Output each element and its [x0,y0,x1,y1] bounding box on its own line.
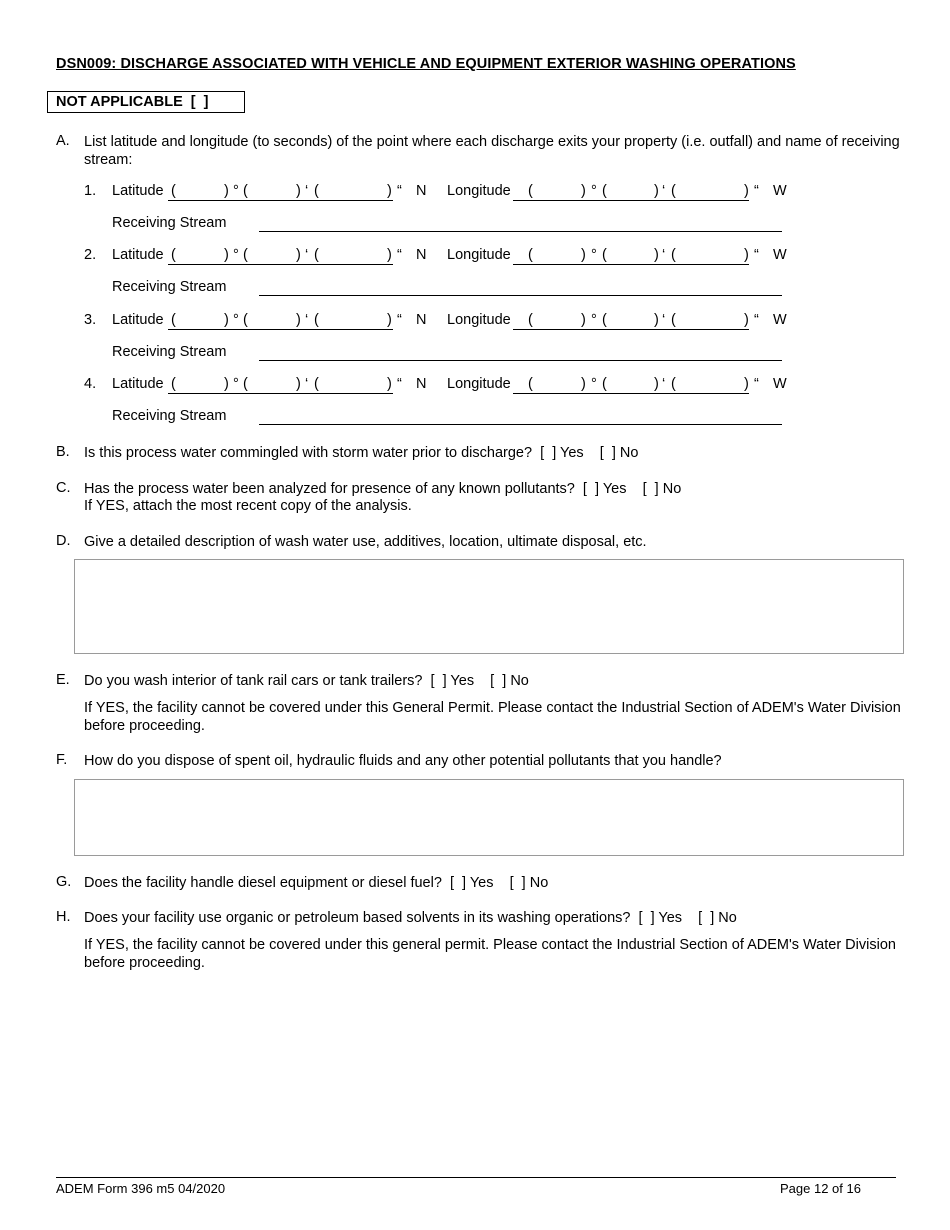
longitude-input[interactable] [513,200,749,201]
longitude-open_paren: ( [528,247,533,263]
latitude-open_paren: ( [243,376,248,392]
latitude-label: Latitude [112,376,164,392]
longitude-label: Longitude [447,247,511,263]
latitude-input[interactable] [168,200,393,201]
latitude-label: Latitude [112,183,164,199]
section-c-question[interactable]: Has the process water been analyzed for presence of any known pollutants? [ ] Yes [ ] No [84,481,682,497]
longitude-open_paren: ( [602,183,607,199]
longitude-minute: ‘ [662,376,666,392]
latitude-close_paren: ) [387,183,392,199]
section-c-note: If YES, attach the most recent copy of the analysis. [84,498,412,514]
longitude-input[interactable] [513,329,749,330]
section-f-letter: F. [56,752,68,768]
latitude-degree: ° [233,247,239,263]
latitude-second: “ [397,312,402,328]
section-h-note: If YES, the facility cannot be covered under this general permit. Please contact the Industrial Section of ADEM's Water Division before proceeding. [84,937,896,971]
latitude-open_paren: ( [314,183,319,199]
north-label: N [416,376,427,392]
longitude-open_paren: ( [602,376,607,392]
receiving-stream-label: Receiving Stream [112,215,227,231]
receiving-stream-input[interactable] [259,231,782,232]
longitude-degree: ° [591,312,597,328]
longitude-degree: ° [591,376,597,392]
footer-divider [56,1177,896,1178]
section-g-question[interactable]: Does the facility handle diesel equipment or diesel fuel? [ ] Yes [ ] No [84,875,549,891]
latitude-close_paren: ) [224,183,229,199]
longitude-label: Longitude [447,312,511,328]
latitude-close_paren: ) [296,247,301,263]
latitude-open_paren: ( [171,183,176,199]
longitude-close_paren: ) [581,183,586,199]
section-h-question[interactable]: Does your facility use organic or petroleum based solvents in its washing operations? [ ] Yes [ ] No [84,910,737,926]
outfall-number: 2. [84,247,97,263]
form-number: ADEM Form 396 m5 04/2020 [56,1181,226,1196]
section-e-letter: E. [56,672,70,688]
west-label: W [773,376,787,392]
section-b-question[interactable]: Is this process water commingled with storm water prior to discharge? [ ] Yes [ ] No [84,445,639,461]
pollutant-disposal-field[interactable] [74,779,904,856]
longitude-close_paren: ) [654,312,659,328]
west-label: W [773,312,787,328]
longitude-label: Longitude [447,376,511,392]
page-title: DSN009: DISCHARGE ASSOCIATED WITH VEHICLE AND EQUIPMENT EXTERIOR WASHING OPERATIONS [56,56,796,72]
longitude-close_paren: ) [654,183,659,199]
latitude-open_paren: ( [171,376,176,392]
longitude-close_paren: ) [654,376,659,392]
latitude-input[interactable] [168,393,393,394]
longitude-open_paren: ( [671,376,676,392]
longitude-close_paren: ) [581,312,586,328]
longitude-second: “ [754,312,759,328]
latitude-label: Latitude [112,247,164,263]
longitude-second: “ [754,183,759,199]
latitude-degree: ° [233,183,239,199]
longitude-close_paren: ) [744,183,749,199]
section-e-question[interactable]: Do you wash interior of tank rail cars or tank trailers? [ ] Yes [ ] No [84,673,529,689]
latitude-open_paren: ( [243,183,248,199]
outfall-number: 1. [84,183,97,199]
longitude-open_paren: ( [528,312,533,328]
latitude-close_paren: ) [296,312,301,328]
section-a-text: List latitude and longitude (to seconds) of the point where each discharge exits your property (i.e. outfall) and name of receiving stream: [84,134,900,168]
west-label: W [773,247,787,263]
latitude-open_paren: ( [171,247,176,263]
latitude-open_paren: ( [171,312,176,328]
latitude-close_paren: ) [224,376,229,392]
north-label: N [416,312,427,328]
latitude-close_paren: ) [296,183,301,199]
longitude-input[interactable] [513,393,749,394]
section-f-question: How do you dispose of spent oil, hydraulic fluids and any other potential pollutants that you handle? [84,753,722,769]
longitude-minute: ‘ [662,247,666,263]
longitude-open_paren: ( [671,247,676,263]
north-label: N [416,183,427,199]
latitude-input[interactable] [168,329,393,330]
west-label: W [773,183,787,199]
latitude-minute: ‘ [305,247,309,263]
outfall-number: 4. [84,376,97,392]
latitude-degree: ° [233,312,239,328]
latitude-minute: ‘ [305,183,309,199]
wash-water-description-field[interactable] [74,559,904,654]
longitude-open_paren: ( [671,312,676,328]
longitude-open_paren: ( [528,183,533,199]
longitude-close_paren: ) [744,247,749,263]
latitude-label: Latitude [112,312,164,328]
latitude-open_paren: ( [314,247,319,263]
latitude-second: “ [397,376,402,392]
section-b-letter: B. [56,444,70,460]
receiving-stream-input[interactable] [259,360,782,361]
latitude-second: “ [397,183,402,199]
section-g-letter: G. [56,874,72,890]
longitude-close_paren: ) [744,376,749,392]
section-c-letter: C. [56,480,71,496]
section-d-letter: D. [56,533,71,549]
longitude-close_paren: ) [744,312,749,328]
latitude-close_paren: ) [224,247,229,263]
not-applicable-checkbox[interactable]: NOT APPLICABLE [ ] [47,91,245,113]
latitude-minute: ‘ [305,312,309,328]
longitude-open_paren: ( [602,247,607,263]
receiving-stream-input[interactable] [259,424,782,425]
longitude-minute: ‘ [662,312,666,328]
latitude-minute: ‘ [305,376,309,392]
longitude-open_paren: ( [602,312,607,328]
latitude-open_paren: ( [243,312,248,328]
section-e-note: If YES, the facility cannot be covered under this General Permit. Please contact the Industrial Section of ADEM's Water Division before proceeding. [84,700,901,734]
latitude-second: “ [397,247,402,263]
longitude-degree: ° [591,183,597,199]
latitude-input[interactable] [168,264,393,265]
north-label: N [416,247,427,263]
section-h-letter: H. [56,909,71,925]
longitude-open_paren: ( [671,183,676,199]
longitude-close_paren: ) [581,247,586,263]
receiving-stream-label: Receiving Stream [112,408,227,424]
longitude-open_paren: ( [528,376,533,392]
receiving-stream-label: Receiving Stream [112,344,227,360]
longitude-second: “ [754,376,759,392]
outfall-number: 3. [84,312,97,328]
longitude-degree: ° [591,247,597,263]
longitude-minute: ‘ [662,183,666,199]
longitude-close_paren: ) [654,247,659,263]
latitude-open_paren: ( [314,376,319,392]
longitude-label: Longitude [447,183,511,199]
latitude-open_paren: ( [314,312,319,328]
latitude-close_paren: ) [387,312,392,328]
latitude-close_paren: ) [387,376,392,392]
latitude-open_paren: ( [243,247,248,263]
latitude-close_paren: ) [224,312,229,328]
section-a-letter: A. [56,133,70,149]
latitude-degree: ° [233,376,239,392]
receiving-stream-label: Receiving Stream [112,279,227,295]
page-number: Page 12 of 16 [780,1181,861,1196]
longitude-input[interactable] [513,264,749,265]
section-d-question: Give a detailed description of wash water use, additives, location, ultimate disposal, etc. [84,534,647,550]
longitude-second: “ [754,247,759,263]
receiving-stream-input[interactable] [259,295,782,296]
latitude-close_paren: ) [387,247,392,263]
latitude-close_paren: ) [296,376,301,392]
longitude-close_paren: ) [581,376,586,392]
